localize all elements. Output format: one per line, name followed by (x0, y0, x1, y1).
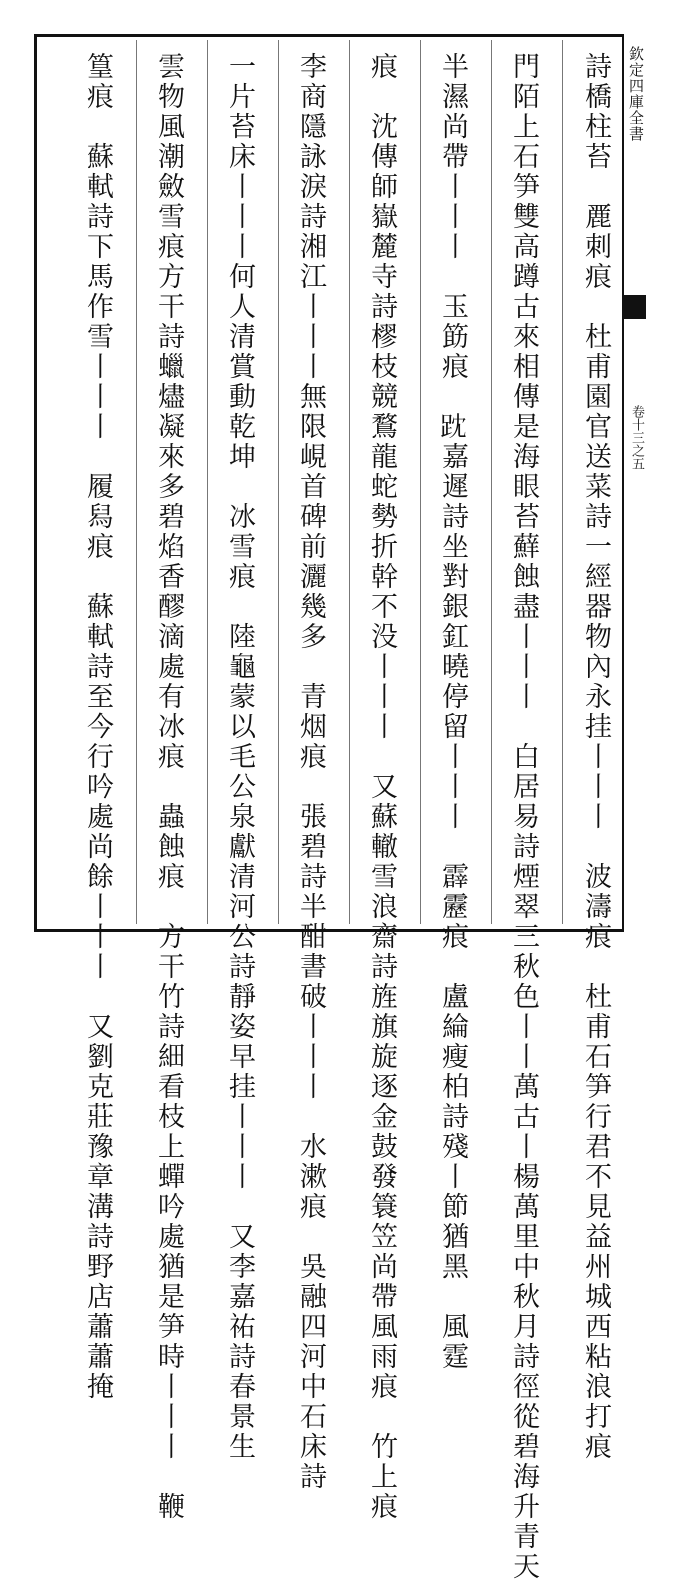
column-rule (349, 40, 350, 924)
column-rule (136, 40, 137, 924)
text-column-6: 一片苔床丨丨丨何人清賞動乾坤 冰雪痕 陸龜蒙以毛公泉獻清河公詩靜姿早挂丨丨丨 又李嘉祐詩春景生 (224, 52, 255, 1462)
column-rule (420, 40, 421, 924)
text-column-2: 門陌上石笋雙高蹲古來相傳是海眼苔蘚蝕盡丨丨丨 白居易詩煙翠三秋色丨丨萬古丨楊萬里中秋月詩徑從碧海升青天 (508, 52, 539, 1582)
text-column-5: 李商隱詠淚詩湘江丨丨丨無限峴首碑前灑幾多 青烟痕 張碧詩半酣書破丨丨丨 水漱痕 吳融四河中石床詩 (295, 52, 326, 1492)
column-rule (278, 40, 279, 924)
book-title: 欽定四庫全書 (627, 46, 645, 142)
text-column-4: 痕 沈傳師嶽麓寺詩樛枝競鶩龍蛇勢折幹不没丨丨丨 又蘇轍雪浪齋詩旌旗旋逐金鼓發簑笠尚帶風雨痕 竹上痕 (366, 52, 397, 1522)
column-rule (491, 40, 492, 924)
text-column-8: 篁痕 蘇軾詩下馬作雪丨丨丨 履舄痕 蘇軾詩至今行吟處尚餘丨丨丨 又劉克莊豫章溝詩野店蕭蕭掩 (82, 52, 113, 1402)
volume-label: 卷十三之五 (629, 405, 644, 470)
text-column-3: 半濕尚帶丨丨丨 玉筯痕 𧿒嘉遲詩坐對銀釭曉停留丨丨丨 霹靂痕 盧綸瘦柏詩殘丨節猶黑 風霆 (437, 52, 468, 1372)
text-column-7: 雲物風潮斂雪痕方干詩蠟燼凝來多碧焰香醪滴處有冰痕 蟲蝕痕 方干竹詩細看枝上蟬吟處猶是笋時丨丨丨 鞭 (153, 52, 184, 1522)
page-margin-strip (622, 34, 646, 932)
text-column-1: 詩橋柱苔 䴡刺痕 杜甫園官送菜詩一經器物內永挂丨丨丨 波濤痕 杜甫石笋行君不見益州城西粘浪打痕 (580, 52, 611, 1462)
fish-tail-mark (622, 295, 646, 319)
column-rule (562, 40, 563, 924)
column-rule (207, 40, 208, 924)
